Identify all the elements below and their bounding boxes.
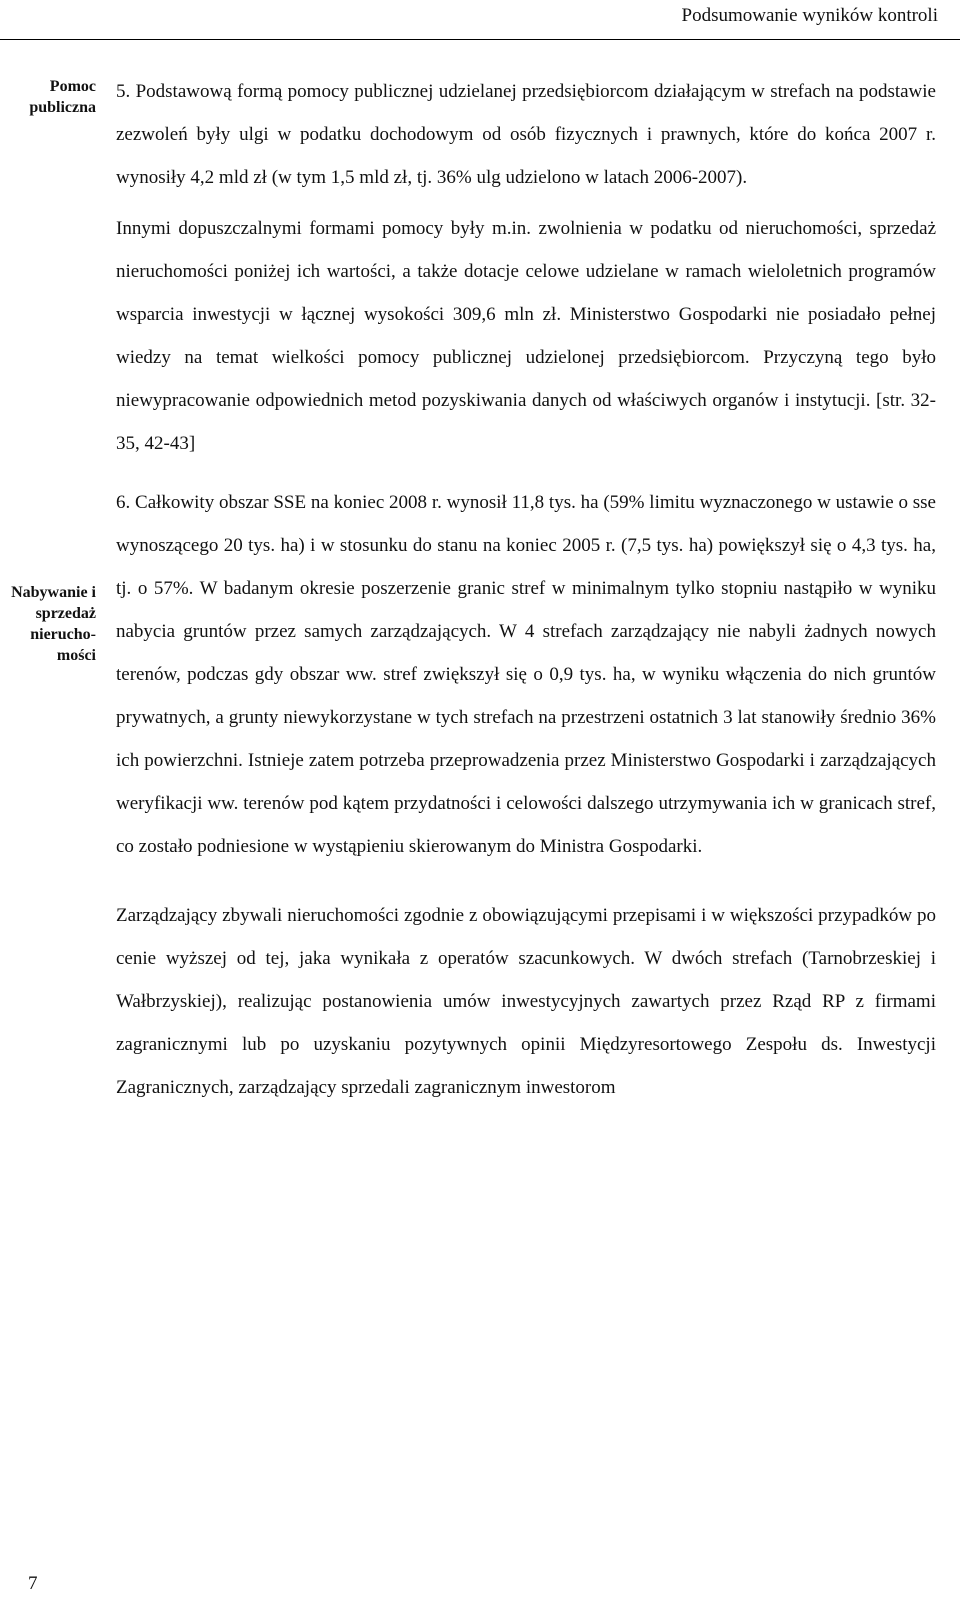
paragraph-5: 5. Podstawową formą pomocy publicznej udzielanej przedsiębiorcom działającym w strefach na podstawie zezwoleń były ulgi w podatku dochodowym od osób fizycznych i prawnych, które do końca 2007 r. wynosiły 4,2 mld zł (w tym 1,5 mld zł, tj. 36% ulg udzielono w latach 2006-2007). xyxy=(116,81,936,188)
paragraph-5-continued: Innymi dopuszczalnymi formami pomocy były m.in. zwolnienia w podatku od nieruchomości, sprzedaż nieruchomości poniżej ich wartości, a także dotacje celowe udzielane w ramach wieloletnich programów wsparcia inwestycji w łącznej wysokości 309,6 mln zł. Ministerstwo Gospodarki nie posiadało pełnej wiedzy na temat wielkości pomocy publicznej udzielonej przedsiębiorcom. Przyczyną tego było niewypracowanie odpowiednich metod pozyskiwania danych od właściwych organów i instytucji. [str. 32-35, 42-43] xyxy=(116,218,936,454)
paragraph-6-continued: Zarządzający zbywali nieruchomości zgodnie z obowiązującymi przepisami i w większości przypadków po cenie wyższej od tej, jaka wynikała z operatów szacunkowych. W dwóch strefach (Tarnobrzeskiej i Wałbrzyskiej), realizując postanowienia umów inwestycyjnych zawartych przez Rząd RP z firmami zagranicznymi lub po uzyskaniu pozytywnych opinii Międzyresortowego Zespołu ds. Inwestycji Zagranicznych, zarządzający sprzedali zagranicznym inwestorom xyxy=(116,905,936,1098)
page-number: 7 xyxy=(28,1573,38,1594)
running-header xyxy=(0,0,960,40)
running-title: Podsumowanie wyników kontroli xyxy=(681,5,938,26)
main-text xyxy=(116,70,936,1109)
margin-note-property: Nabywanie i sprzedaż nierucho-mości xyxy=(11,584,96,664)
paragraph-6: 6. Całkowity obszar SSE na koniec 2008 r. wynosił 11,8 tys. ha (59% limitu wyznaczonego w ustawie o sse wynoszącego 20 tys. ha) i w stosunku do stanu na koniec 2005 r. (7,5 tys. ha) powiększył się o 4,3 tys. ha, tj. o 57%. W badanym okresie poszerzenie granic stref w minimalnym tylko stopniu nastąpiło w wyniku nabycia gruntów przez samych zarządzających. W 4 strefach zarządzający nie nabyli żadnych nowych terenów, podczas gdy obszar ww. stref zwiększył się o 0,9 tys. ha, w wyniku włączenia do nich gruntów prywatnych, a grunty niewykorzystane w tych strefach na przestrzeni ostatnich 3 lat stanowiły średnio 36% ich powierzchni. Istnieje zatem potrzeba przeprowadzenia przez Ministerstwo Gospodarki i zarządzających weryfikacji ww. terenów pod kątem przydatności i celowości dalszego utrzymywania ich w granicach stref, co zostało podniesione w wystąpieniu skierowanym do Ministra Gospodarki. xyxy=(116,492,936,857)
margin-note-aid: Pomoc publiczna xyxy=(29,78,96,116)
